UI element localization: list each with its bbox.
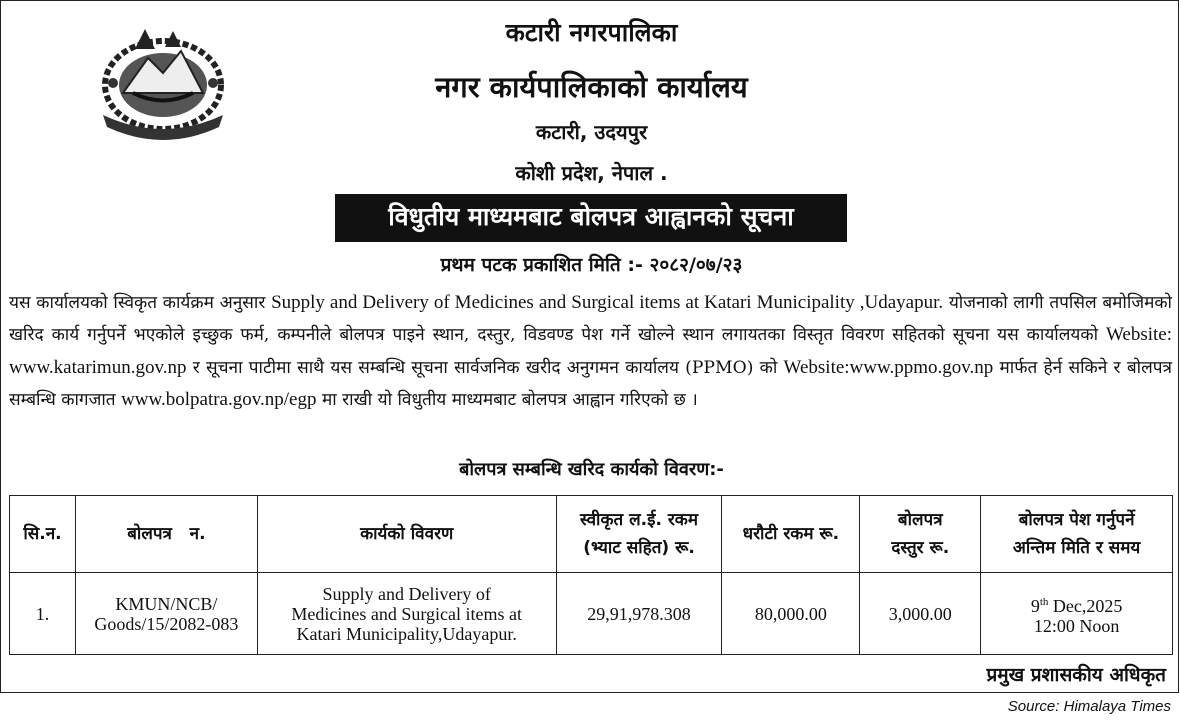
cell-fee: 3,000.00 [860, 573, 981, 655]
notice-body [9, 287, 1172, 417]
office-location: कटारी, उदयपुर [535, 120, 648, 144]
province-name: कोशी प्रदेश, नेपाल . [515, 161, 668, 185]
table-row [10, 573, 1173, 655]
description-line3: Katari Municipality,Udayapur. [296, 623, 517, 644]
bid-no-line1: KMUN/NCB/ [115, 593, 218, 614]
header-bid-security: धरौटी रकम रू. [722, 496, 860, 573]
header-description: कार्यको विवरण [257, 496, 556, 573]
deadline-date [985, 592, 1168, 616]
body-text: योजनाको लागी तपसिल बमोजिमको खरिद कार्य गर्नुपर्ने भएकोले इच्छुक फर्म, कम्पनीले बोलपत्र पाइने स्थान, दस्तुर, विडवण्ड पेश गर्ने खोल्ने स्थान लगायतका विस्तृत विवरण सहितको सूचना यस कार्यालयको [9, 293, 1173, 346]
cell-bid-no [75, 573, 257, 655]
source-credit: Source: Himalaya Times [1007, 698, 1171, 715]
publication-date: प्रथम पटक प्रकाशित मिति :- २०८२/०७/२३ [440, 254, 743, 276]
description-line1: Supply and Delivery of [322, 583, 491, 604]
deadline-day: 9 [1030, 595, 1040, 616]
project-name: Supply and Delivery of Medicines and Surgical items at Katari Municipality ,Udayapur. [271, 292, 944, 313]
office-name: नगर कार्यपालिकाको कार्यालय [435, 70, 748, 104]
body-text: मा राखी यो विधुतीय माध्यमबाट बोलपत्र आह्वान गरिएको छ । [316, 390, 698, 411]
table-header-row [10, 496, 1173, 573]
header-fee-line1: बोलपत्र [897, 510, 943, 530]
deadline-time: 12:00 Noon [1033, 615, 1120, 636]
body-text: मार्फत हेर्न सकिने र बोलपत्र सम्बन्धि कागजात [9, 357, 1172, 411]
header-deadline-line1: बोलपत्र पेश गर्नुपर्ने [1018, 510, 1135, 530]
header-estimate-line2: (भ्याट सहित) रू. [583, 538, 695, 558]
procurement-table [9, 495, 1173, 655]
table-heading: बोलपत्र सम्बन्धि खरिद कार्यको विवरण:- [459, 459, 724, 480]
deadline-month-year: Dec,2025 [1048, 595, 1123, 616]
bolpatra-website-link[interactable]: www.bolpatra.gov.np/egp [121, 389, 317, 411]
cell-deadline [981, 573, 1173, 655]
header-fee-line2: दस्तुर रू. [891, 538, 950, 558]
cell-sn: 1. [10, 573, 76, 655]
cell-estimate: 29,91,978.308 [556, 573, 722, 655]
deadline-day-suffix: th [1039, 595, 1049, 608]
description-line2: Medicines and Surgical items at [291, 603, 522, 624]
municipality-website-link[interactable]: Website: www.katarimun.gov.np [9, 324, 1172, 378]
header-sn: सि.न. [10, 496, 76, 573]
header-deadline [981, 496, 1173, 573]
ppmo-website-link[interactable]: Website:www.ppmo.gov.np [783, 356, 994, 378]
header-deadline-line2: अन्तिम मिति र समय [1012, 538, 1141, 558]
header-bid-no: बोलपत्र न. [75, 496, 257, 573]
notice-title: विधुतीय माध्यमबाट बोलपत्र आह्वानको सूचना [335, 194, 847, 242]
header-fee [860, 496, 981, 573]
cell-bid-security: 80,000.00 [722, 573, 860, 655]
body-text: यस कार्यालयको स्विकृत कार्यक्रम अनुसार [9, 293, 272, 313]
header-estimate-line1: स्वीकृत ल.ई. रकम [579, 510, 698, 530]
signatory-title: प्रमुख प्रशासकीय अधिकृत [986, 664, 1166, 686]
cell-description [257, 573, 556, 655]
header-estimate [556, 496, 722, 573]
municipality-name: कटारी नगरपालिका [505, 18, 678, 47]
body-text: र सूचना पाटीमा साथै यस सम्बन्धि सूचना सार्वजनिक खरीद अनुगमन कार्यालय (PPMO) को [186, 357, 784, 378]
bid-no-line2: Goods/15/2082-083 [94, 613, 239, 634]
